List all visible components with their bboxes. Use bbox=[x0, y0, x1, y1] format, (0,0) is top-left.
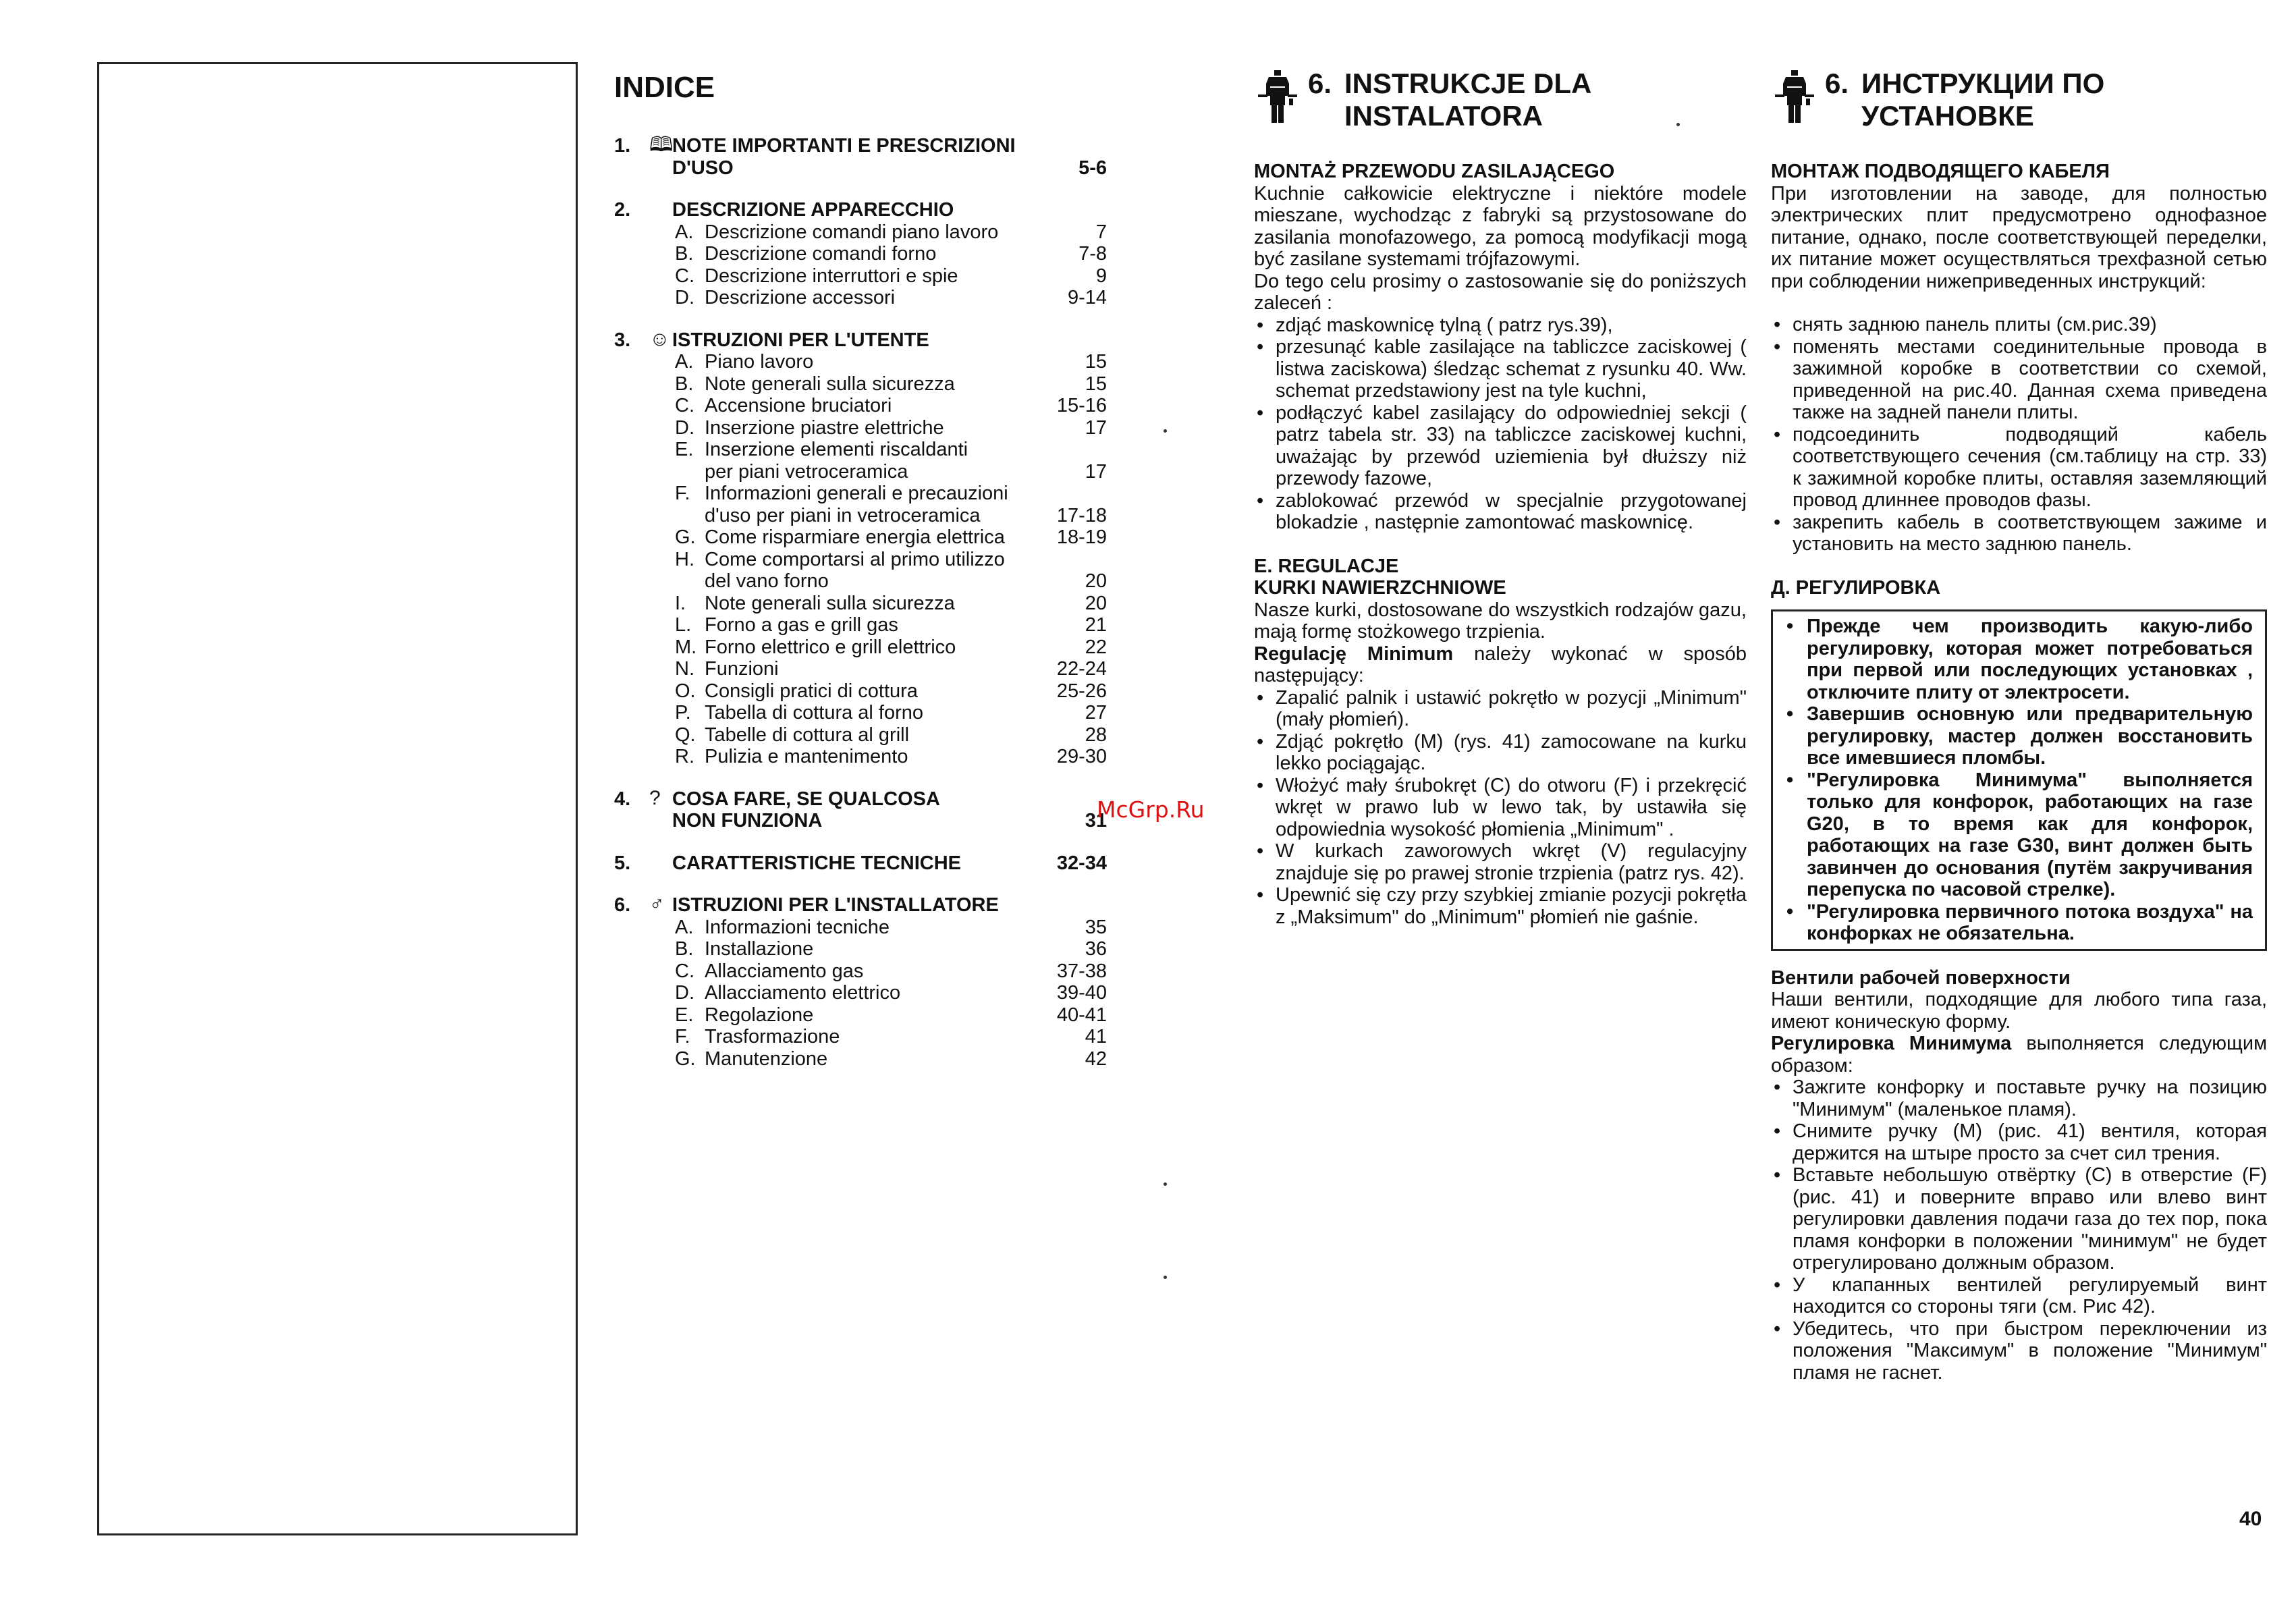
installer-icon: ♂ bbox=[649, 893, 665, 915]
toc-title: INDICE bbox=[614, 71, 715, 104]
toc-item: A. Descrizione comandi piano lavoro 7 bbox=[675, 221, 1107, 243]
polish-cable-steps bbox=[1254, 315, 1747, 534]
list-item: • Снимите ручку (M) (рис. 41) вентиля, которая держится на штыре просто за счет сил трения. bbox=[1771, 1120, 2267, 1164]
toc-section bbox=[614, 329, 1107, 768]
polish-column bbox=[1254, 67, 1747, 928]
polish-paragraph: Do tego celu prosimy o zastosowanie się do poniższych zaleceń : bbox=[1254, 270, 1747, 314]
installer-icon bbox=[1254, 67, 1301, 126]
toc-section-number: 6. bbox=[614, 894, 631, 916]
toc-column bbox=[614, 67, 1107, 1090]
list-item: • снять заднюю панель плиты (см.рис.39) bbox=[1771, 314, 2267, 336]
toc-section-number: 5. bbox=[614, 852, 631, 874]
list-item: • У клапанных вентилей регулируемый винт находится со стороны тяги (см. Рис 42). bbox=[1771, 1274, 2267, 1318]
toc-item: E. Regolazione 40-41 bbox=[675, 1004, 1107, 1026]
russian-section-number: 6. bbox=[1825, 67, 1849, 99]
toc-section-label: CARATTERISTICHE TECNICHE bbox=[672, 852, 962, 874]
toc-section-label: NOTE IMPORTANTI E PRESCRIZIONI D'USO bbox=[672, 135, 1016, 179]
list-item: • zablokować przewód w specjalnie przygotowanej blokadzie , następnie zamontować maskownicę. bbox=[1254, 490, 1747, 534]
toc-section-number: 3. bbox=[614, 329, 631, 351]
list-item: • поменять местами соединительные провода в зажимной коробке в соответствии со схемой, приведенной на рис.40. Данная схема приведена также на задней панели плиты. bbox=[1771, 336, 2267, 424]
polish-section-title: INSTRUKCJE DLA INSTALATORA bbox=[1344, 67, 1592, 132]
toc-section-number: 4. bbox=[614, 788, 631, 810]
list-item: • "Регулировка Минимума" выполняется только для конфорок, работающих на газе G20, в то время как для конфорок, работающих на газе G30, винт должен быть завинчен до основания (путём закручивания перепуска по часовой стрелке). bbox=[1777, 769, 2253, 901]
toc-item: D. Allacciamento elettrico 39-40 bbox=[675, 982, 1107, 1004]
russian-heading-regulation: Д. РЕГУЛИРОВКА bbox=[1771, 576, 1941, 599]
russian-cable-steps bbox=[1771, 314, 2267, 555]
info-book-icon: 🕮 bbox=[649, 134, 674, 156]
toc-sections bbox=[614, 135, 1107, 1070]
toc-item: L. Forno a gas e grill gas 21 bbox=[675, 614, 1107, 636]
toc-section-heading bbox=[614, 788, 1107, 832]
toc-section-number: 1. bbox=[614, 135, 631, 157]
toc-section-heading bbox=[614, 135, 1107, 179]
russian-column bbox=[1771, 67, 2267, 1384]
toc-section-heading bbox=[614, 199, 1107, 221]
toc-item: B. Note generali sulla sicurezza 15 bbox=[675, 373, 1107, 395]
warning-list bbox=[1777, 616, 2253, 945]
list-item: • закрепить кабель в соответствующем зажиме и установить на место заднюю панель. bbox=[1771, 512, 2267, 555]
list-item: • Włożyć mały śrubokręt (C) do otworu (F) i przekręcić wkręt w prawo lub w lewo tak, by ustawiła się odpowiednia wysokość płomienia „Minimum" . bbox=[1254, 775, 1747, 841]
toc-section-label: ISTRUZIONI PER L'INSTALLATORE bbox=[672, 894, 999, 916]
toc-section bbox=[614, 199, 1107, 309]
list-item: • Завершив основную или предварительную регулировку, мастер должен восстановить все имевшиеся пломбы. bbox=[1777, 703, 2253, 769]
blank-left-panel bbox=[97, 62, 578, 1535]
toc-item: G. Manutenzione 42 bbox=[675, 1047, 1107, 1070]
list-item: • podłączyć kabel zasilający do odpowiedniej sekcji ( patrz tabela str. 33) na tabliczce zaciskowej kuchni, uważając by przewód uziemienia był dłuższy niż przewody fazowe, bbox=[1254, 402, 1747, 490]
toc-section-number: 2. bbox=[614, 199, 631, 221]
toc-item: A. Informazioni tecniche 35 bbox=[675, 916, 1107, 938]
toc-item: C. Accensione bruciatori 15-16 bbox=[675, 395, 1107, 416]
toc-item: D. Descrizione accessori 9-14 bbox=[675, 287, 1107, 308]
russian-section-header bbox=[1771, 67, 2267, 132]
list-item: • Zdjąć pokrętło (M) (rys. 41) zamocowane na kurku lekko pociągając. bbox=[1254, 731, 1747, 775]
toc-section-page: 32-34 bbox=[1056, 852, 1107, 874]
list-item: • Zapalić palnik i ustawić pokrętło w pozycji „Minimum" (mały płomień). bbox=[1254, 687, 1747, 731]
toc-item: G. Come risparmiare energia elettrica 18-19 bbox=[675, 526, 1107, 548]
toc-item: B. Installazione 36 bbox=[675, 938, 1107, 960]
toc-item: H. Come comportarsi al primo utilizzo del vano forno 20 bbox=[675, 548, 1107, 592]
list-item: • przesunąć kable zasilające na tabliczce zaciskowej ( listwa zaciskowa) śledząc schemat z rysunku 40. Ww. schemat przedstawiony jest na tyle kuchni, bbox=[1254, 336, 1747, 402]
list-item: • подсоединить подводящий кабель соответствующего сечения (см.таблицу на стр. 33) к зажимной коробке плиты, оставляя заземляющий провод длиннее проводов фазы. bbox=[1771, 424, 2267, 512]
list-item: • W kurkach zaworowych wkręt (V) regulacyjny znajduje się po prawej stronie trzpienia (patrz rys. 42). bbox=[1254, 840, 1747, 884]
toc-section bbox=[614, 894, 1107, 1070]
russian-paragraph: При изготовлении на заводе, для полностью электрических плит предусмотрено однофазное питание, однако, после соответствующей переделки, их питание может осуществляться трехфазной сетью при соблюдении нижеприведенных инструкций: bbox=[1771, 182, 2267, 292]
toc-item: F. Informazioni generali e precauzioni d'uso per piani in vetroceramica 17-18 bbox=[675, 483, 1107, 526]
scan-speck bbox=[1164, 429, 1167, 433]
list-item: • Вставьте небольшую отвёртку (C) в отверстие (F) (рис. 41) и поверните вправо или влево винт регулировки давления подачи газа до тех пор, пока пламя конфорки в положении "минимум" не будет отрегулировано должным образом. bbox=[1771, 1164, 2267, 1274]
toc-section bbox=[614, 135, 1107, 179]
toc-item: I. Note generali sulla sicurezza 20 bbox=[675, 592, 1107, 614]
toc-section-label: DESCRIZIONE APPARECCHIO bbox=[672, 199, 954, 221]
polish-paragraph: Regulację Minimum należy wykonać w sposób następujący: bbox=[1254, 643, 1747, 686]
toc-item: F. Trasformazione 41 bbox=[675, 1026, 1107, 1047]
watermark: McGrp.Ru bbox=[1097, 796, 1205, 823]
user-icon: ☺ bbox=[649, 327, 670, 350]
toc-item: Q. Tabelle di cottura al grill 28 bbox=[675, 724, 1107, 746]
toc-section-heading bbox=[614, 329, 1107, 352]
russian-paragraph: Наши вентили, подходящие для любого типа газа, имеют коническую форму. bbox=[1771, 989, 2267, 1033]
russian-heading-cable: МОНТАЖ ПОДВОДЯЩЕГО КАБЕЛЯ bbox=[1771, 161, 2110, 182]
polish-heading-cable: MONTAŻ PRZEWODU ZASILAJĄCEGO bbox=[1254, 161, 1615, 182]
russian-section-title: ИНСТРУКЦИИ ПО УСТАНОВКЕ bbox=[1861, 67, 2105, 132]
toc-item: B. Descrizione comandi forno 7-8 bbox=[675, 243, 1107, 265]
polish-paragraph: Nasze kurki, dostosowane do wszystkich rodzajów gazu, mają formę stożkowego trzpienia. bbox=[1254, 599, 1747, 643]
toc-item: P. Tabella di cottura al forno 27 bbox=[675, 702, 1107, 724]
russian-regulation-steps bbox=[1771, 1077, 2267, 1384]
polish-heading-regulation: E. REGULACJE bbox=[1254, 555, 1399, 577]
page-number: 40 bbox=[2239, 1508, 2262, 1530]
toc-section-label: ISTRUZIONI PER L'UTENTE bbox=[672, 329, 929, 351]
toc-item: E. Inserzione elementi riscaldanti per piani vetroceramica 17 bbox=[675, 439, 1107, 483]
list-item: • Прежде чем производить какую-либо регулировку, которая может потребоваться при первой или последующих установках , отключите плиту от электросети. bbox=[1777, 616, 2253, 703]
toc-section-heading bbox=[614, 852, 1107, 875]
question-icon: ? bbox=[649, 786, 661, 809]
scan-speck bbox=[1164, 1182, 1167, 1186]
polish-section-number: 6. bbox=[1308, 67, 1332, 99]
polish-heading-taps: KURKI NAWIERZCHNIOWE bbox=[1254, 577, 1506, 599]
toc-item: M. Forno elettrico e grill elettrico 22 bbox=[675, 636, 1107, 658]
toc-item: N. Funzioni 22-24 bbox=[675, 658, 1107, 680]
toc-item: C. Allacciamento gas 37-38 bbox=[675, 960, 1107, 982]
toc-section-page: 31 bbox=[1085, 810, 1107, 832]
russian-heading-taps: Вентили рабочей поверхности bbox=[1771, 966, 2071, 989]
scan-speck bbox=[1164, 1276, 1167, 1279]
toc-item: R. Pulizia e mantenimento 29-30 bbox=[675, 746, 1107, 767]
list-item: • Убедитесь, что при быстром переключении из положения "Максимум" в положение "Минимум" пламя не гаснет. bbox=[1771, 1318, 2267, 1384]
list-item: • Upewnić się czy przy szybkiej zmianie pozycji pokrętła z „Maksimum" do „Minimum" płomień nie gaśnie. bbox=[1254, 884, 1747, 928]
polish-section-header bbox=[1254, 67, 1747, 132]
toc-section-heading bbox=[614, 894, 1107, 917]
list-item: • "Регулировка первичного потока воздуха" на конфорках не обязательна. bbox=[1777, 901, 2253, 945]
list-item: • zdjąć maskownicę tylną ( patrz rys.39), bbox=[1254, 315, 1747, 337]
polish-regulation-steps bbox=[1254, 687, 1747, 929]
polish-paragraph: Kuchnie całkowicie elektryczne i niektóre modele mieszane, wychodząc z fabryki są przystosowane do zasilania monofazowego, za pomocą modyfikacji mogą być zasilane systemami trójfazowymi. bbox=[1254, 182, 1747, 270]
toc-section bbox=[614, 852, 1107, 875]
installer-icon bbox=[1771, 67, 1818, 126]
scan-speck bbox=[1676, 123, 1680, 126]
warning-box bbox=[1771, 609, 2267, 951]
toc-item: D. Inserzione piastre elettriche 17 bbox=[675, 416, 1107, 439]
toc-section bbox=[614, 788, 1107, 832]
toc-section-page: 5-6 bbox=[1078, 157, 1107, 179]
russian-paragraph: Регулировка Минимума выполняется следующим образом: bbox=[1771, 1033, 2268, 1077]
toc-item: C. Descrizione interruttori e spie 9 bbox=[675, 265, 1107, 287]
toc-item: O. Consigli pratici di cottura 25-26 bbox=[675, 680, 1107, 702]
toc-section-label: COSA FARE, SE QUALCOSA NON FUNZIONA bbox=[672, 788, 940, 832]
toc-item: A. Piano lavoro 15 bbox=[675, 351, 1107, 373]
list-item: • Зажгите конфорку и поставьте ручку на позицию "Минимум" (маленькое пламя). bbox=[1771, 1077, 2267, 1120]
